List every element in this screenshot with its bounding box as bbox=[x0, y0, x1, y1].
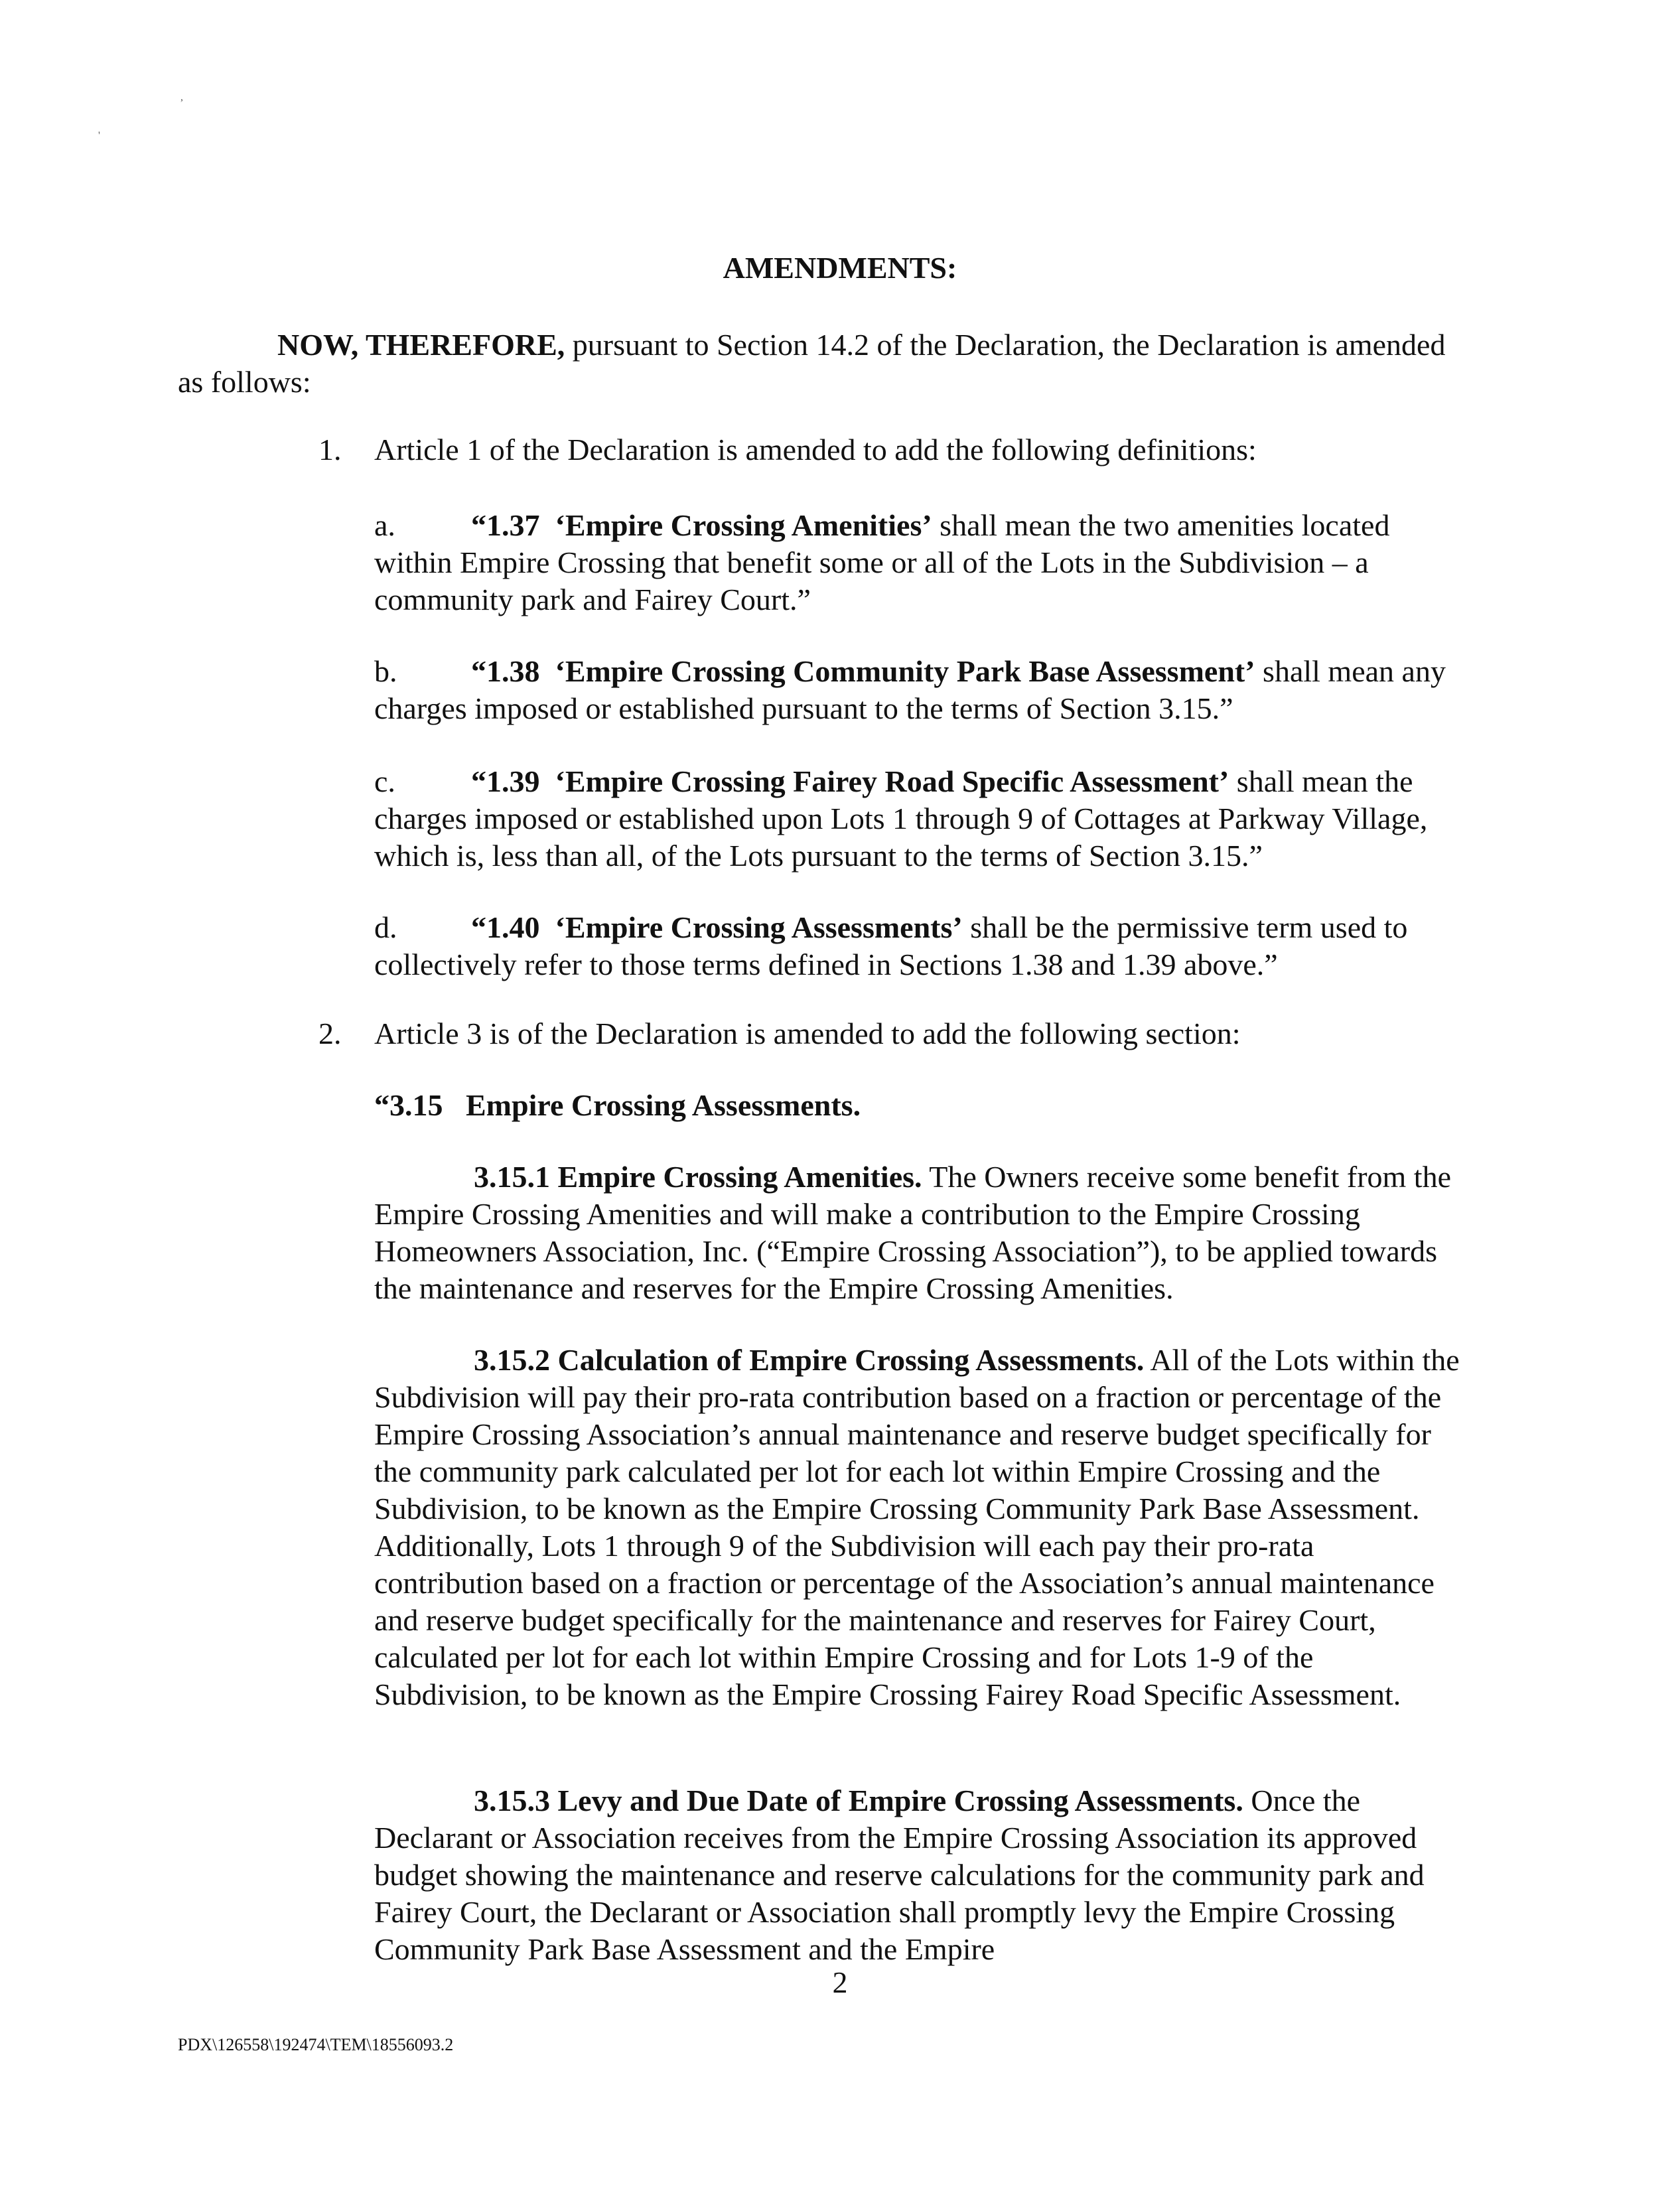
item-text: Article 3 is of the Declaration is amended to add the following section: bbox=[374, 1017, 1241, 1050]
definition-d bbox=[374, 909, 1462, 983]
definition-code: “1.38 bbox=[471, 654, 540, 688]
definition-letter: c. bbox=[374, 764, 395, 798]
document-id: PDX\126558\192474\TEM\18556093.2 bbox=[178, 2035, 454, 2054]
item-text: Article 1 of the Declaration is amended to add the following definitions: bbox=[374, 433, 1257, 466]
intro-paragraph bbox=[178, 326, 1458, 401]
definition-c bbox=[374, 763, 1462, 875]
intro-lead: NOW, THEREFORE, bbox=[277, 328, 565, 362]
definition-code: “1.40 bbox=[471, 910, 540, 944]
definition-b bbox=[374, 653, 1462, 727]
definition-code: “1.39 bbox=[471, 764, 540, 798]
definition-a bbox=[374, 507, 1462, 618]
amendment-item-1 bbox=[318, 431, 1460, 468]
subsection-text: The Owners receive some benefit from the Empire Crossing Amenities and will make a contribution to the Empire Crossing Homeowners Association, Inc. (“Empire Crossing Association”), to be applied towards the maintenance and reserves for the Empire Crossing Amenities. bbox=[374, 1160, 1451, 1305]
subsection-heading: 3.15.1 Empire Crossing Amenities. bbox=[474, 1160, 922, 1194]
definition-letter: a. bbox=[374, 508, 395, 542]
item-number: 2. bbox=[318, 1017, 342, 1050]
definition-term: ‘Empire Crossing Fairey Road Specific Assessment’ bbox=[555, 764, 1229, 798]
scan-speck: ' bbox=[98, 130, 100, 141]
definition-code: “1.37 bbox=[471, 508, 540, 542]
definition-letter: b. bbox=[374, 654, 397, 688]
subsection-3-15-2 bbox=[374, 1342, 1462, 1713]
definition-text: shall mean any charges imposed or established pursuant to the terms of Section 3.15.” bbox=[374, 654, 1446, 725]
scan-speck: , bbox=[180, 92, 183, 103]
definition-letter: d. bbox=[374, 910, 397, 944]
definition-term: ‘Empire Crossing Community Park Base Assessment’ bbox=[555, 654, 1255, 688]
subsection-heading: 3.15.3 Levy and Due Date of Empire Crossing Assessments. bbox=[474, 1784, 1243, 1817]
amendment-item-2 bbox=[318, 1015, 1460, 1052]
definition-text: shall mean the charges imposed or established upon Lots 1 through 9 of Cottages at Parkway Village, which is, less than all, of the Lots pursuant to the terms of Section 3.15.” bbox=[374, 764, 1428, 873]
definition-term: ‘Empire Crossing Amenities’ bbox=[555, 508, 932, 542]
subsection-heading: 3.15.2 Calculation of Empire Crossing Assessments. bbox=[474, 1343, 1145, 1377]
subsection-text: Once the Declarant or Association receives from the Empire Crossing Association its approved budget showing the maintenance and reserve calculations for the community park and Fairey Court, the Declarant or Association shall promptly levy the Empire Crossing Community Park Base Assessment and the Empire bbox=[374, 1784, 1425, 1966]
subsection-3-15-1 bbox=[374, 1159, 1462, 1307]
intro-text: pursuant to Section 14.2 of the Declaration, the Declaration is amended as follows: bbox=[178, 328, 1446, 399]
subsection-text: All of the Lots within the Subdivision will pay their pro-rata contribution based on a fraction or percentage of the Empire Crossing Association’s annual maintenance and reserve budget specifically for the community park calculated per lot for each lot within Empire Crossing and the Subdivision, to be known as the Empire Crossing Community Park Base Assessment. Additionally, Lots 1 through 9 of the Subdivision will each pay their pro-rata contribution based on a fraction or percentage of the Association’s annual maintenance and reserve budget specifically for the maintenance and reserves for Fairey Court, calculated per lot for each lot within Empire Crossing and for Lots 1-9 of the Subdivision, to be known as the Empire Crossing Fairey Road Specific Assessment. bbox=[374, 1343, 1460, 1711]
definition-term: ‘Empire Crossing Assessments’ bbox=[555, 910, 963, 944]
page-number: 2 bbox=[832, 1965, 848, 1999]
page-heading: AMENDMENTS: bbox=[723, 251, 957, 285]
subsection-3-15-3 bbox=[374, 1782, 1462, 1968]
section-title: “3.15 Empire Crossing Assessments. bbox=[374, 1088, 861, 1122]
definition-text: shall be the permissive term used to collectively refer to those terms defined in Sections 1.38 and 1.39 above.” bbox=[374, 910, 1408, 981]
definition-text: shall mean the two amenities located within Empire Crossing that benefit some or all of the Lots in the Subdivision – a community park and Fairey Court.” bbox=[374, 508, 1390, 616]
item-number: 1. bbox=[318, 433, 342, 466]
